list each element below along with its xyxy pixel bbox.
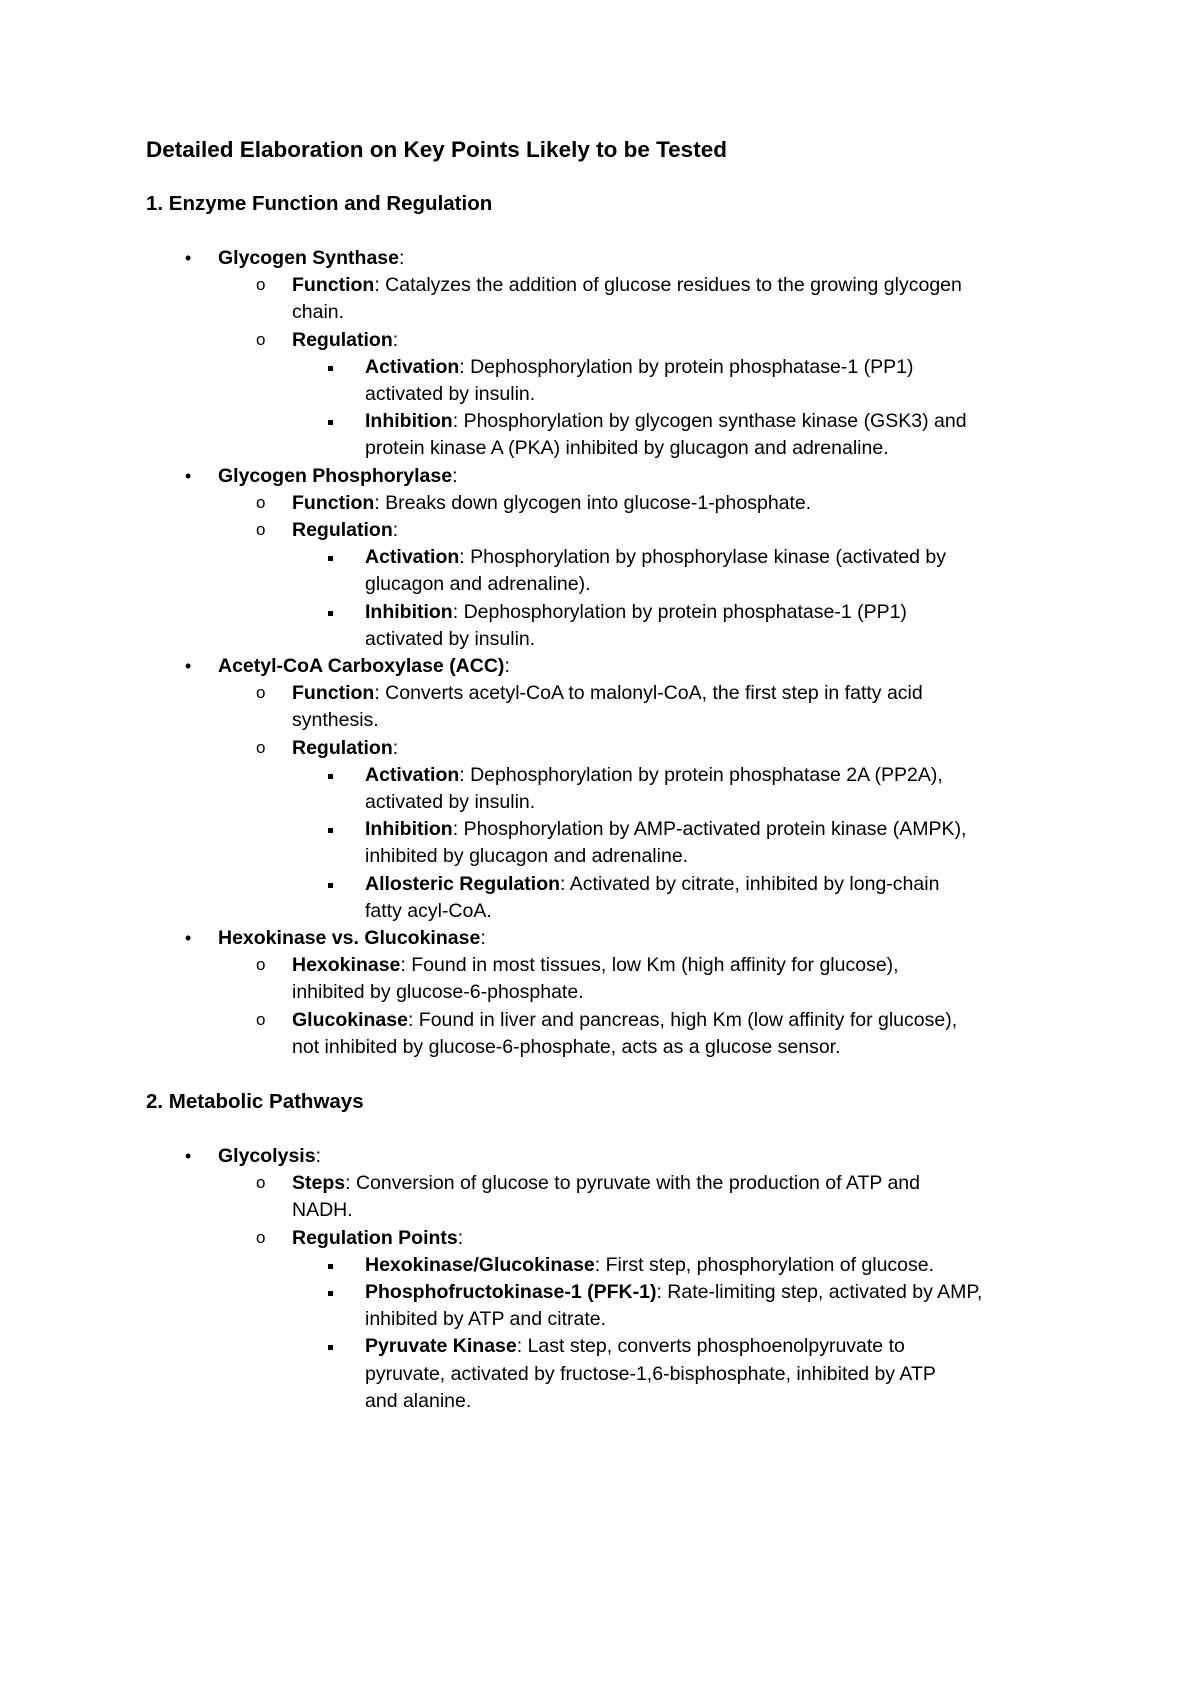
item-text: : Found in liver and pancreas, high Km (low affinity for glucose), bbox=[407, 1008, 958, 1031]
detail-label: Activation bbox=[365, 546, 460, 569]
item-text: : Activated by citrate, inhibited by long-chain bbox=[560, 872, 940, 895]
list-item bbox=[292, 950, 899, 980]
subitem-label: Hexokinase bbox=[292, 954, 401, 977]
item-text: : Conversion of glucose to pyruvate with the production of ATP and bbox=[345, 1172, 920, 1195]
bullet-square-icon bbox=[328, 1264, 333, 1269]
list-item bbox=[365, 542, 946, 572]
item-text: : Catalyzes the addition of glucose residues to the growing glycogen bbox=[374, 274, 962, 297]
item-continuation: inhibited by ATP and citrate. bbox=[365, 1308, 607, 1331]
item-suffix: : bbox=[398, 247, 405, 269]
bullet-circle-icon: o bbox=[256, 520, 266, 539]
item-suffix: : bbox=[480, 927, 486, 949]
detail-label: Hexokinase/Glucokinase bbox=[365, 1253, 595, 1276]
list-item bbox=[292, 1005, 957, 1035]
item-continuation: NADH. bbox=[292, 1199, 353, 1222]
item-suffix: : bbox=[315, 1145, 321, 1167]
subitem-label: Glucokinase bbox=[292, 1008, 408, 1031]
bullet-square-icon bbox=[328, 611, 333, 616]
item-text: : Dephosphorylation by protein phosphatase-1 (PP1) bbox=[459, 355, 914, 378]
item-continuation: protein kinase A (PKA) inhibited by glucagon and adrenaline. bbox=[365, 437, 889, 460]
list-item bbox=[218, 1141, 321, 1171]
bullet-circle-icon: o bbox=[256, 275, 266, 295]
bullet-circle-icon: o bbox=[256, 1009, 266, 1029]
bullet-circle-icon: o bbox=[256, 1227, 266, 1247]
list-item bbox=[292, 515, 398, 545]
item-text: : Breaks down glycogen into glucose-1-phosphate. bbox=[374, 491, 812, 514]
list-item bbox=[365, 597, 907, 627]
subitem-label: Function bbox=[292, 491, 375, 514]
list-item bbox=[218, 923, 486, 953]
item-text: : Converts acetyl-CoA to malonyl-CoA, the first step in fatty acid bbox=[374, 682, 923, 705]
list-item bbox=[365, 406, 967, 436]
item-text: : Rate-limiting step, activated by AMP, bbox=[656, 1281, 983, 1303]
bullet-square-icon bbox=[328, 883, 333, 888]
subitem-label: Function bbox=[292, 274, 375, 297]
list-item bbox=[365, 1250, 934, 1280]
subitem-label: Steps bbox=[292, 1172, 346, 1195]
list-item bbox=[218, 461, 458, 491]
list-item bbox=[292, 1223, 463, 1253]
bullet-square-icon bbox=[328, 556, 333, 561]
item-text: : Found in most tissues, low Km (high affinity for glucose), bbox=[400, 954, 899, 977]
item-text: : Last step, converts phosphoenolpyruvate to bbox=[516, 1335, 905, 1358]
item-suffix: : bbox=[452, 464, 458, 487]
list-item bbox=[292, 1168, 920, 1198]
detail-label: Pyruvate Kinase bbox=[365, 1335, 517, 1358]
item-label: Hexokinase vs. Glucokinase bbox=[218, 927, 481, 949]
item-continuation: activated by insulin. bbox=[365, 383, 536, 405]
item-text: : Dephosphorylation by protein phosphatase 2A (PP2A), bbox=[459, 763, 943, 786]
item-text: : Phosphorylation by phosphorylase kinase (activated by bbox=[459, 546, 946, 569]
list-item bbox=[365, 1331, 905, 1361]
detail-label: Activation bbox=[365, 355, 460, 378]
item-continuation: and alanine. bbox=[365, 1389, 472, 1412]
item-continuation: not inhibited by glucose-6-phosphate, acts as a glucose sensor. bbox=[292, 1035, 841, 1058]
list-item bbox=[292, 488, 811, 518]
detail-label: Allosteric Regulation bbox=[365, 872, 561, 895]
detail-label: Inhibition bbox=[365, 410, 453, 433]
bullet-dot-icon: • bbox=[185, 248, 192, 268]
item-continuation: activated by insulin. bbox=[365, 791, 536, 813]
item-text: : bbox=[392, 736, 399, 759]
item-label: Acetyl-CoA Carboxylase (ACC) bbox=[218, 655, 505, 677]
detail-label: Inhibition bbox=[365, 600, 453, 623]
item-continuation: chain. bbox=[292, 301, 345, 324]
item-continuation: synthesis. bbox=[292, 709, 379, 732]
item-text: : Dephosphorylation by protein phosphatase-1 (PP1) bbox=[452, 600, 907, 623]
subitem-label: Regulation bbox=[292, 328, 393, 351]
bullet-circle-icon: o bbox=[256, 329, 266, 349]
item-label: Glycolysis bbox=[218, 1145, 316, 1167]
item-continuation: fatty acyl-CoA. bbox=[365, 899, 492, 922]
item-continuation: inhibited by glucose-6-phosphate. bbox=[292, 981, 584, 1004]
item-continuation: activated by insulin. bbox=[365, 627, 536, 650]
list-item bbox=[292, 270, 962, 300]
bullet-circle-icon: o bbox=[256, 683, 266, 703]
item-label: Glycogen Phosphorylase bbox=[218, 464, 453, 487]
item-text: : First step, phosphorylation of glucose. bbox=[594, 1253, 935, 1276]
detail-label: Inhibition bbox=[365, 818, 453, 841]
item-text: : bbox=[457, 1226, 464, 1249]
bullet-circle-icon: o bbox=[256, 737, 266, 757]
bullet-circle-icon: o bbox=[256, 492, 266, 512]
list-item bbox=[365, 814, 966, 844]
section-heading: 2. Metabolic Pathways bbox=[146, 1090, 364, 1113]
item-text: : Phosphorylation by AMP-activated protein kinase (AMPK), bbox=[452, 818, 967, 841]
item-text: : bbox=[392, 328, 399, 351]
section-heading: 1. Enzyme Function and Regulation bbox=[146, 192, 493, 215]
list-item bbox=[365, 760, 943, 790]
bullet-dot-icon: • bbox=[185, 465, 192, 486]
item-label: Glycogen Synthase bbox=[218, 247, 399, 269]
item-suffix: : bbox=[504, 655, 510, 677]
bullet-square-icon bbox=[328, 1345, 333, 1350]
list-item bbox=[365, 1277, 982, 1307]
bullet-square-icon bbox=[328, 420, 333, 425]
bullet-circle-icon: o bbox=[256, 1173, 266, 1193]
item-continuation: inhibited by glucagon and adrenaline. bbox=[365, 845, 689, 868]
bullet-square-icon bbox=[328, 1291, 333, 1296]
list-item bbox=[218, 243, 404, 273]
item-continuation: pyruvate, activated by fructose-1,6-bisphosphate, inhibited by ATP bbox=[365, 1362, 936, 1385]
subitem-label: Regulation bbox=[292, 519, 393, 541]
list-item bbox=[292, 325, 398, 355]
bullet-dot-icon: • bbox=[185, 656, 192, 676]
detail-label: Activation bbox=[365, 763, 460, 786]
bullet-circle-icon: o bbox=[256, 955, 266, 975]
subitem-label: Regulation Points bbox=[292, 1226, 458, 1249]
list-item bbox=[292, 678, 923, 708]
bullet-square-icon bbox=[328, 366, 333, 371]
detail-label: Phosphofructokinase-1 (PFK-1) bbox=[365, 1281, 657, 1303]
item-text: : bbox=[392, 519, 399, 541]
bullet-dot-icon: • bbox=[185, 928, 192, 948]
bullet-dot-icon: • bbox=[185, 1146, 192, 1166]
page-title: Detailed Elaboration on Key Points Likely to be Tested bbox=[146, 137, 727, 162]
list-item bbox=[365, 352, 913, 382]
item-continuation: glucagon and adrenaline). bbox=[365, 573, 591, 596]
subitem-label: Regulation bbox=[292, 736, 393, 759]
list-item bbox=[292, 733, 398, 763]
bullet-square-icon bbox=[328, 774, 333, 779]
list-item bbox=[365, 869, 939, 899]
list-item bbox=[218, 651, 510, 681]
subitem-label: Function bbox=[292, 682, 375, 705]
item-text: : Phosphorylation by glycogen synthase kinase (GSK3) and bbox=[452, 410, 967, 433]
bullet-square-icon bbox=[328, 828, 333, 833]
